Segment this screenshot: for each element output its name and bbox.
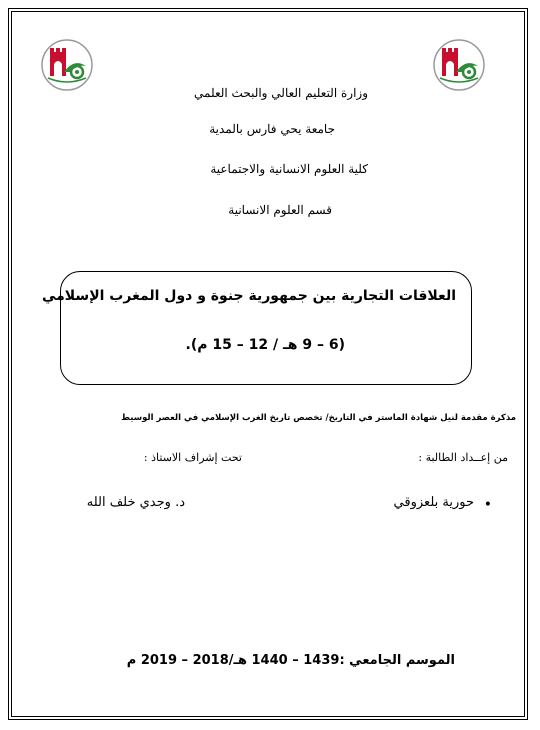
academic-season: الموسم الجامعي :1439 – 1440 هـ/2018 – 2019 م xyxy=(126,653,455,668)
degree-note: مذكرة مقدمة لنيل شهادة الماستر في التاريخ/ تخصص تاريخ الغرب الإسلامي في العصر الوسيط xyxy=(121,413,516,423)
bullet-icon: • xyxy=(483,497,492,513)
university-logo-icon xyxy=(40,38,94,92)
faculty-heading: كلية العلوم الانسانية والاجتماعية xyxy=(210,162,368,176)
ministry-heading: وزارة التعليم العالي والبحث العلمي xyxy=(194,86,368,100)
department-heading: قسم العلوم الانسانية xyxy=(228,203,332,217)
university-heading: جامعة يحي فارس بالمدية xyxy=(209,122,335,136)
supervisor-label: تحت إشراف الاستاذ : xyxy=(143,451,242,464)
student-label: من إعــداد الطالبة : xyxy=(418,451,508,464)
supervisor-name: د. وجدي خلف الله xyxy=(86,495,185,510)
thesis-period: (6 – 9 هـ / 12 – 15 م). xyxy=(185,337,345,353)
student-name: حورية بلعزوقي xyxy=(393,495,474,510)
university-logo-icon xyxy=(432,38,486,92)
thesis-title: العلاقات التجارية بين جمهورية جنوة و دول المغرب الإسلامي xyxy=(41,288,456,304)
